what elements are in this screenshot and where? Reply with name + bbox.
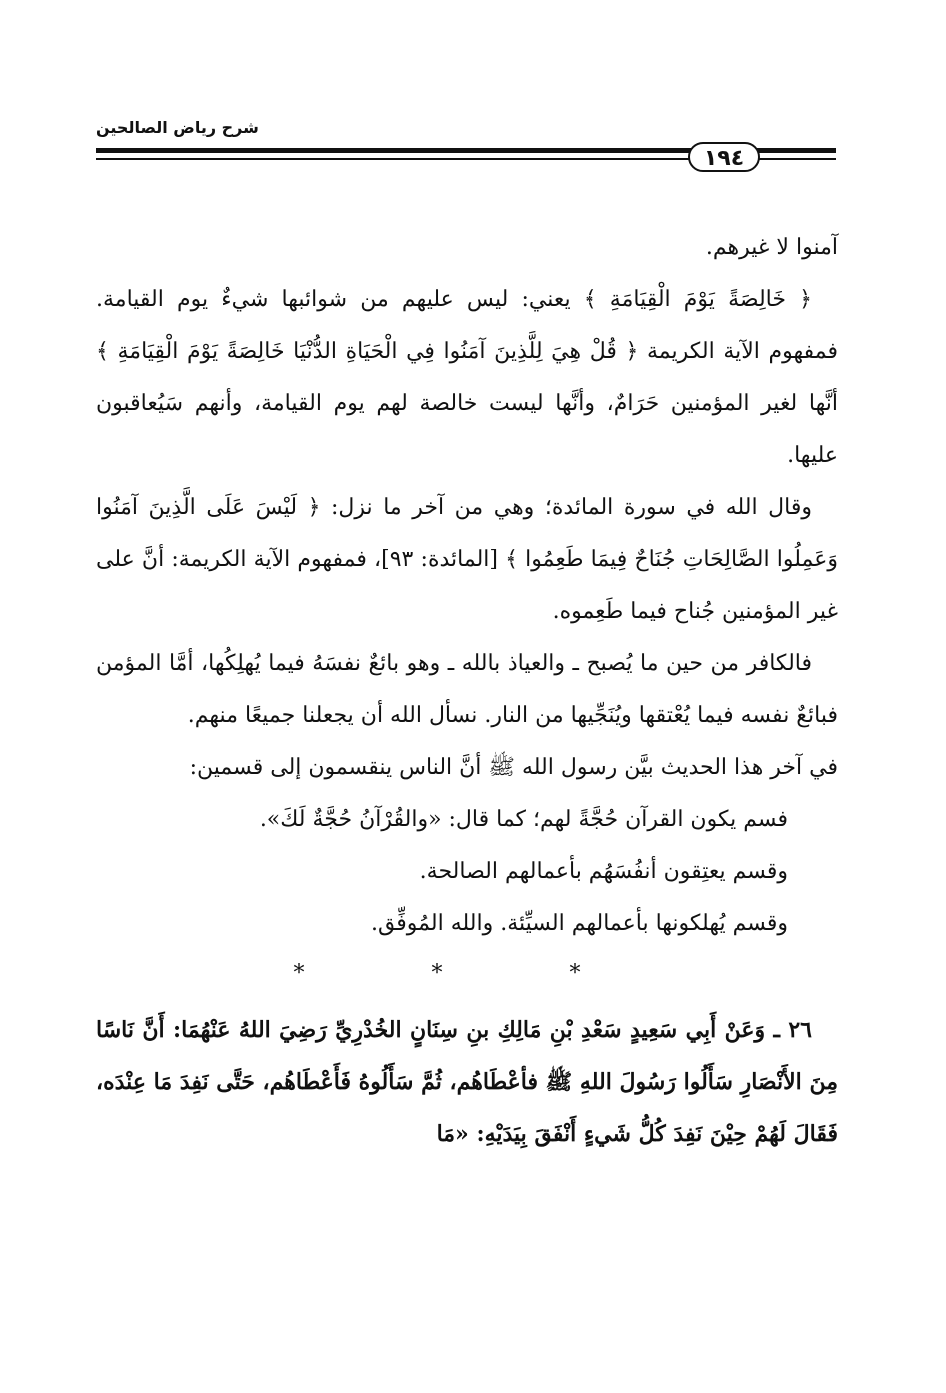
- book-title: شرح رياض الصالحين: [96, 118, 259, 137]
- list-item: وقسم يعتِقون أنفُسَهُم بأعمالهم الصالحة.: [419, 859, 788, 884]
- page-header: [0, 0, 946, 180]
- page-number: ١٩٤: [688, 142, 760, 172]
- paragraph: فالكافر من حين ما يُصبح ـ والعياذ بالله ـ وهو بائعٌ نفسَهُ فيما يُهلِكُها، أمَّا المؤمن فبائعٌ نفسه فيما يُعْتقها ويُنَجِّيها من النار. نسأل الله أن يجعلنا جميعًا منهم.: [96, 651, 838, 728]
- paragraph: في آخر هذا الحديث بيَّن رسول الله ﷺ أنَّ الناس ينقسمون إلى قسمين:: [189, 755, 838, 780]
- paragraph: ﴿ خَالِصَةً يَوْمَ الْقِيَامَةِ ﴾ يعني: ليس عليهم من شوائبها شيءٌ يوم القيامة. فمفهوم الآية الكريمة ﴿ قُلْ هِيَ لِلَّذِينَ آمَنُوا فِي الْحَيَاةِ الدُّنْيَا خَالِصَةً يَوْمَ الْقِيَامَةِ ﴾ أنَّها لغير المؤمنين حَرَامٌ، وأنَّها ليست خالصة لهم يوم القيامة، وأنهم سَيُعاقبون عليها.: [96, 287, 838, 468]
- hadith-block: [96, 1004, 838, 1160]
- list-item: وقسم يُهلكونها بأعمالهم السيِّئة. والله المُوفِّق.: [370, 911, 788, 936]
- page-body: [96, 222, 838, 1160]
- paragraph: آمنوا لا غيرهم.: [705, 235, 838, 260]
- list-item: فسم يكون القرآن حُجَّةً لهم؛ كما قال: «والقُرْآنُ حُجَّةٌ لَكَ».: [259, 807, 788, 832]
- hadith-text: ٢٦ ـ وَعَنْ أَبِي سَعِيدٍ سَعْدِ بْنِ مَالِكِ بنِ سِنَانٍ الخُدْرِيِّ رَضِيَ اللهُ عَنْهُمَا: أَنَّ نَاسًا مِنَ الأَنْصَارِ سَأَلُوا رَسُولَ اللهِ ﷺ فأعْطَاهُم، ثُمَّ سَأَلُوهُ فَأَعْطَاهُم، حَتَّى نَفِدَ مَا عِنْدَه، فَقَالَ لَهُمْ حِيْنَ نَفِدَ كُلُّ شَيءٍ أَنْفَقَ بِيَدَيْهِ: «مَا: [96, 1017, 838, 1147]
- paragraph: وقال الله في سورة المائدة؛ وهي من آخر ما نزل: ﴿ لَيْسَ عَلَى الَّذِينَ آمَنُوا وَعَمِلُوا الصَّالِحَاتِ جُنَاحٌ فِيمَا طَعِمُوا ﴾ [المائدة: ٩٣]، فمفهوم الآية الكريمة: أنَّ على غير المؤمنين جُناح فيما طَعِموه.: [96, 495, 838, 624]
- section-separator: * * *: [293, 961, 641, 986]
